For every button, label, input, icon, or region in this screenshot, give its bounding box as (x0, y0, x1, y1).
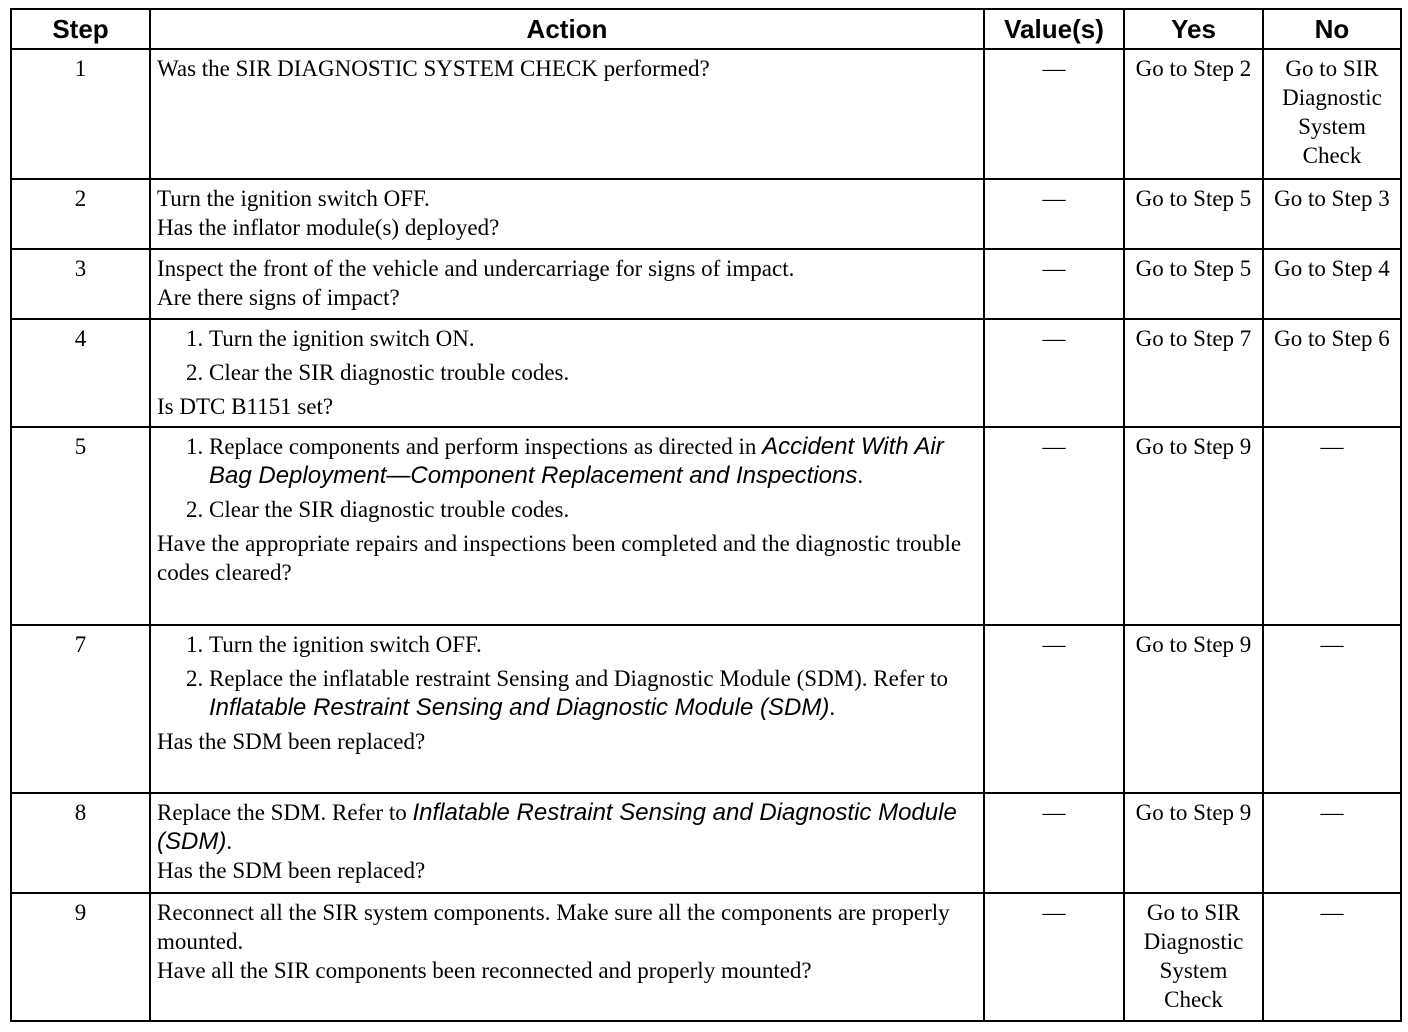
step-number: 7 (11, 625, 150, 793)
action-cell (150, 893, 984, 1021)
yes-cell: Go to Step 9 (1124, 427, 1263, 625)
value-cell: — (984, 249, 1124, 319)
action-question: Has the inflator module(s) deployed? (157, 215, 500, 240)
value-cell: — (984, 179, 1124, 249)
substep-item: 1. Turn the ignition switch OFF. (209, 630, 977, 659)
yes-cell: Go to Step 9 (1124, 625, 1263, 793)
step-number: 8 (11, 793, 150, 893)
no-cell: — (1263, 893, 1401, 1021)
no-cell: — (1263, 793, 1401, 893)
action-cell (150, 625, 984, 793)
no-cell: Go to Step 3 (1263, 179, 1401, 249)
no-cell: — (1263, 625, 1401, 793)
value-cell: — (984, 319, 1124, 427)
table-row (11, 319, 1401, 427)
table-row (11, 179, 1401, 249)
step-number: 1 (11, 49, 150, 179)
step-number: 4 (11, 319, 150, 427)
action-question: Have the appropriate repairs and inspections been completed and the diagnostic trouble codes cleared? (157, 531, 962, 585)
action-cell (150, 427, 984, 625)
header-step: Step (11, 9, 150, 49)
value-cell: — (984, 793, 1124, 893)
substep-text: Replace components and perform inspections as directed in (209, 434, 757, 459)
action-text: Replace the SDM. Refer to (157, 800, 407, 825)
value-cell: — (984, 49, 1124, 179)
header-no: No (1263, 9, 1401, 49)
yes-cell: Go to SIR Diagnostic System Check (1124, 893, 1263, 1021)
step-number: 2 (11, 179, 150, 249)
substep-list (157, 324, 977, 387)
header-values: Value(s) (984, 9, 1124, 49)
step-number: 5 (11, 427, 150, 625)
action-question: Have all the SIR components been reconnected and properly mounted? (157, 958, 812, 983)
yes-cell: Go to Step 2 (1124, 49, 1263, 179)
diagnostic-table (10, 8, 1402, 1022)
action-line: Reconnect all the SIR system components. Make sure all the components are properly mounted. (157, 900, 950, 954)
no-cell: Go to SIR Diagnostic System Check (1263, 49, 1401, 179)
header-action: Action (150, 9, 984, 49)
header-yes: Yes (1124, 9, 1263, 49)
step-number: 9 (11, 893, 150, 1021)
action-question: Has the SDM been replaced? (157, 858, 426, 883)
action-question: Is DTC B1151 set? (157, 394, 334, 419)
table-row (11, 427, 1401, 625)
action-line: Inspect the front of the vehicle and undercarriage for signs of impact. (157, 256, 795, 281)
table-row (11, 49, 1401, 179)
action-cell (150, 793, 984, 893)
substep-list (157, 432, 977, 524)
action-question: Has the SDM been replaced? (157, 729, 426, 754)
action-line (157, 798, 977, 856)
yes-cell: Go to Step 5 (1124, 179, 1263, 249)
value-cell: — (984, 893, 1124, 1021)
substep-item: 2. Clear the SIR diagnostic trouble codes. (209, 495, 977, 524)
no-cell: Go to Step 4 (1263, 249, 1401, 319)
reference-link[interactable]: Accident With Air Bag Deployment—Component Replacement and Inspections (209, 433, 944, 489)
table-row (11, 893, 1401, 1021)
header-row (11, 9, 1401, 49)
action-end: . (226, 829, 233, 854)
reference-link[interactable]: Inflatable Restraint Sensing and Diagnostic Module (SDM) (157, 799, 957, 855)
substep-item (209, 432, 977, 490)
substep-item (209, 664, 977, 722)
reference-link[interactable]: Inflatable Restraint Sensing and Diagnostic Module (SDM) (209, 694, 830, 721)
substep-end: . (857, 463, 864, 488)
action-line: Turn the ignition switch OFF. (157, 186, 430, 211)
table-row (11, 249, 1401, 319)
substep-list (157, 630, 977, 722)
value-cell: — (984, 625, 1124, 793)
yes-cell: Go to Step 9 (1124, 793, 1263, 893)
action-cell (150, 249, 984, 319)
step-number: 3 (11, 249, 150, 319)
substep-end: . (829, 695, 836, 720)
action-cell (150, 319, 984, 427)
action-question: Are there signs of impact? (157, 285, 400, 310)
substep-item: 2. Clear the SIR diagnostic trouble codes. (209, 358, 977, 387)
action-cell (150, 49, 984, 179)
yes-cell: Go to Step 7 (1124, 319, 1263, 427)
value-cell: — (984, 427, 1124, 625)
no-cell: — (1263, 427, 1401, 625)
substep-text: Replace the inflatable restraint Sensing and Diagnostic Module (SDM). Refer to (209, 666, 948, 691)
table-row (11, 625, 1401, 793)
no-cell: Go to Step 6 (1263, 319, 1401, 427)
action-text: Was the SIR DIAGNOSTIC SYSTEM CHECK performed? (157, 56, 710, 81)
yes-cell: Go to Step 5 (1124, 249, 1263, 319)
action-cell (150, 179, 984, 249)
substep-item: 1. Turn the ignition switch ON. (209, 324, 977, 353)
table-row (11, 793, 1401, 893)
